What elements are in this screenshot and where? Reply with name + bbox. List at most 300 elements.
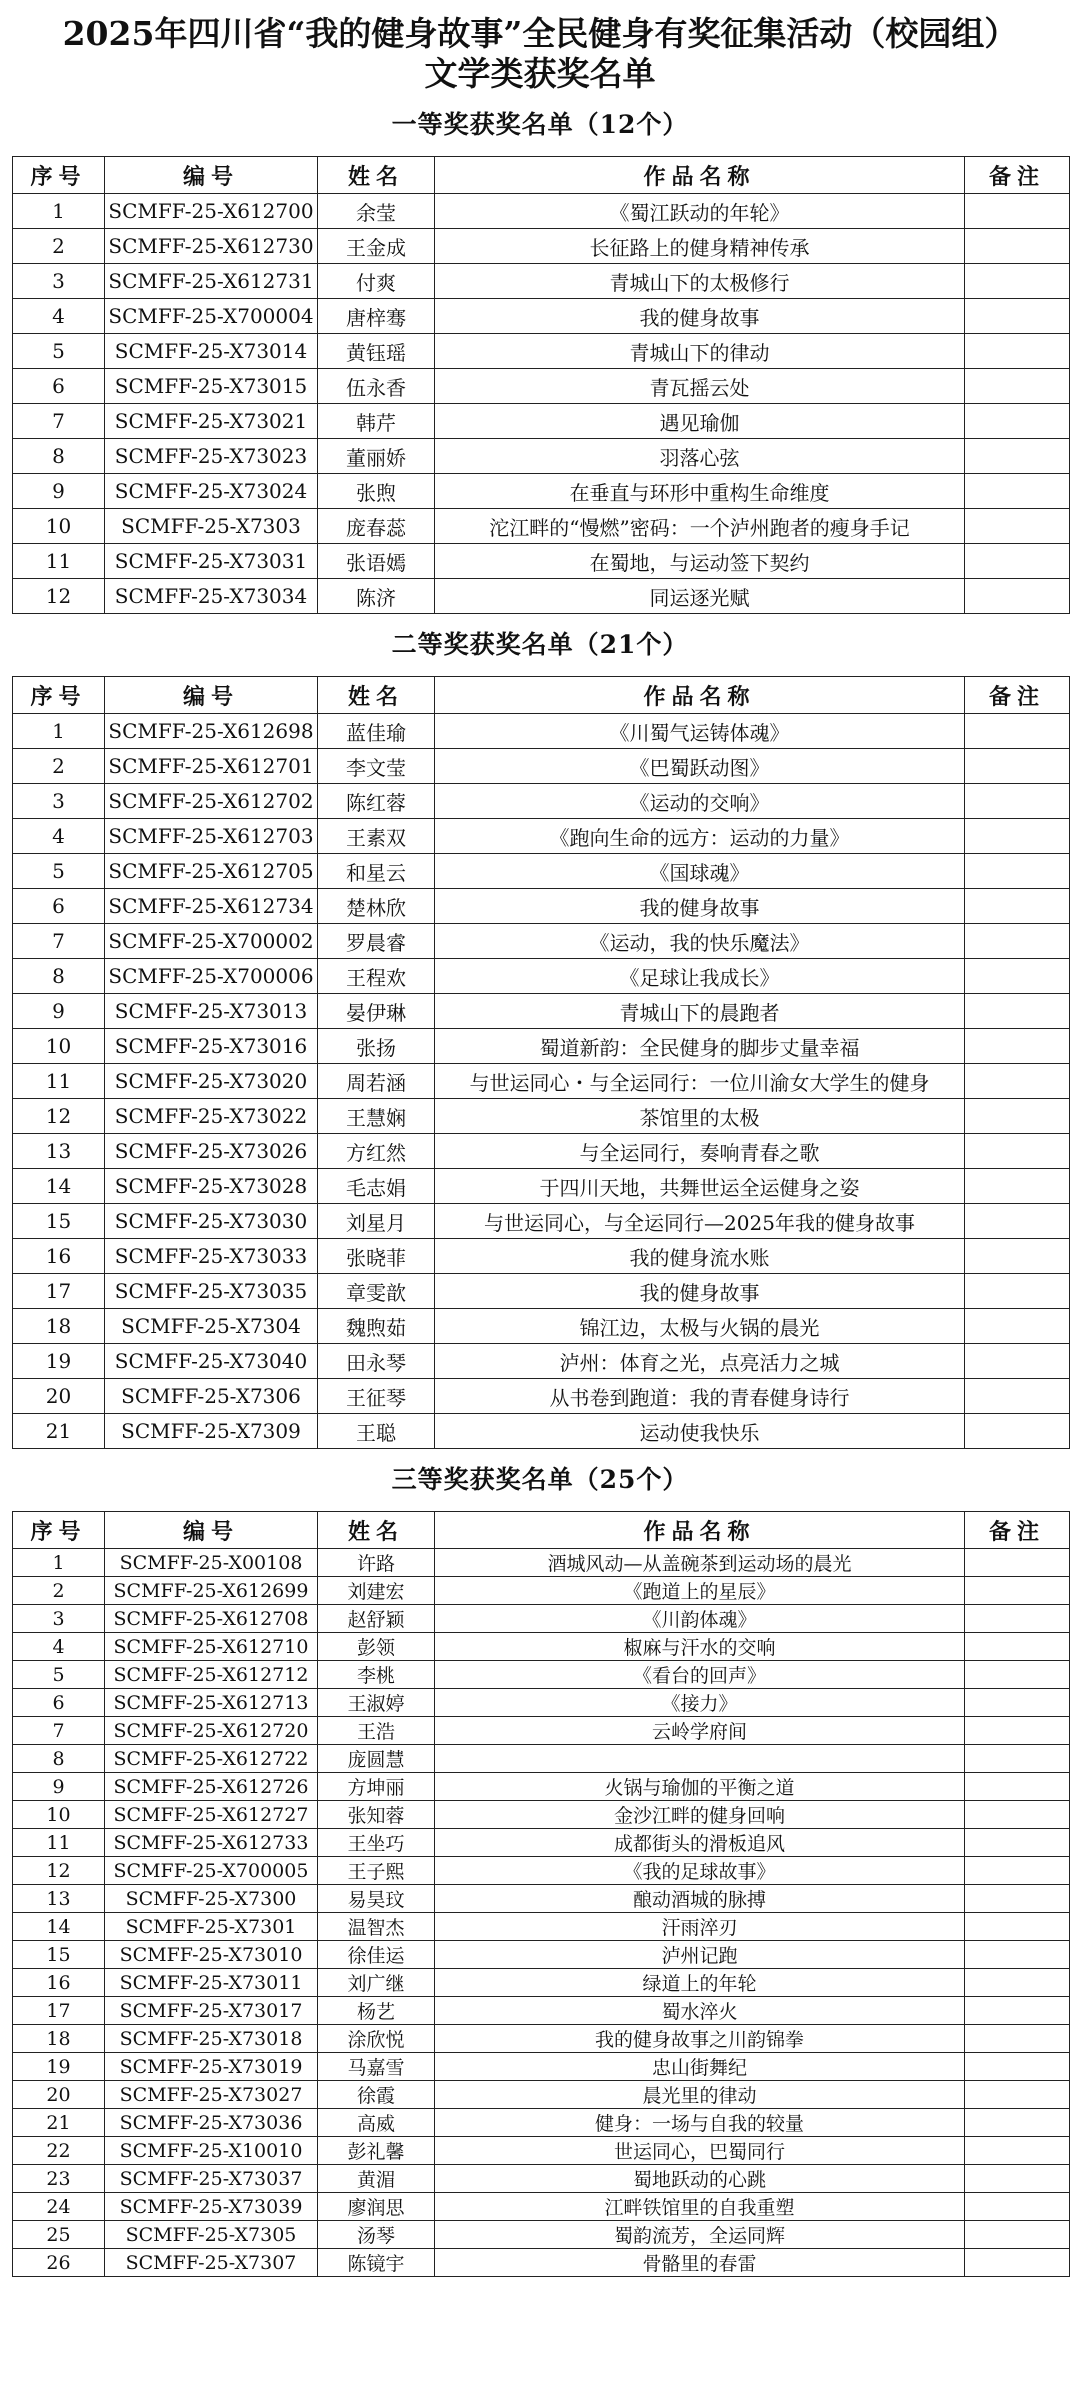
table-row — [13, 1064, 1070, 1099]
cell-index: 18 — [13, 2025, 105, 2053]
table-row — [13, 2249, 1070, 2277]
cell-remark — [965, 544, 1070, 579]
cell-work-title: 我的健身故事 — [435, 1274, 965, 1309]
table-row — [13, 2081, 1070, 2109]
cell-code: SCMFF-25-X73014 — [105, 334, 318, 369]
cell-code: SCMFF-25-X00108 — [105, 1549, 318, 1577]
cell-work-title — [435, 1745, 965, 1773]
cell-code: SCMFF-25-X700006 — [105, 959, 318, 994]
cell-index: 5 — [13, 854, 105, 889]
cell-name: 余莹 — [318, 194, 435, 229]
cell-name: 晏伊琳 — [318, 994, 435, 1029]
cell-code: SCMFF-25-X73040 — [105, 1344, 318, 1379]
cell-code: SCMFF-25-X7304 — [105, 1309, 318, 1344]
table-row — [13, 2165, 1070, 2193]
table-row — [13, 369, 1070, 404]
cell-index: 15 — [13, 1204, 105, 1239]
cell-code: SCMFF-25-X612698 — [105, 714, 318, 749]
cell-work-title: 椒麻与汗水的交响 — [435, 1633, 965, 1661]
cell-work-title: 羽落心弦 — [435, 439, 965, 474]
table-row — [13, 714, 1070, 749]
cell-index: 19 — [13, 1344, 105, 1379]
cell-remark — [965, 2165, 1070, 2193]
cell-name: 王素双 — [318, 819, 435, 854]
cell-work-title: 泸州记跑 — [435, 1941, 965, 1969]
cell-remark — [965, 229, 1070, 264]
table-row — [13, 1661, 1070, 1689]
cell-code: SCMFF-25-X700002 — [105, 924, 318, 959]
cell-work-title: 《国球魂》 — [435, 854, 965, 889]
cell-index: 4 — [13, 819, 105, 854]
cell-code: SCMFF-25-X612702 — [105, 784, 318, 819]
table-row — [13, 1414, 1070, 1449]
table-row — [13, 1549, 1070, 1577]
header-work-title: 作品名称 — [435, 1512, 965, 1549]
cell-remark — [965, 1969, 1070, 1997]
cell-code: SCMFF-25-X7309 — [105, 1414, 318, 1449]
cell-index: 18 — [13, 1309, 105, 1344]
cell-remark — [965, 749, 1070, 784]
cell-name: 章雯歆 — [318, 1274, 435, 1309]
cell-remark — [965, 334, 1070, 369]
cell-remark — [965, 439, 1070, 474]
cell-name: 张晓菲 — [318, 1239, 435, 1274]
table-row — [13, 1969, 1070, 1997]
cell-remark — [965, 1134, 1070, 1169]
cell-remark — [965, 889, 1070, 924]
table-row — [13, 889, 1070, 924]
cell-code: SCMFF-25-X73039 — [105, 2193, 318, 2221]
cell-name: 刘星月 — [318, 1204, 435, 1239]
cell-code: SCMFF-25-X73020 — [105, 1064, 318, 1099]
cell-index: 6 — [13, 1689, 105, 1717]
cell-name: 毛志娟 — [318, 1169, 435, 1204]
cell-code: SCMFF-25-X612708 — [105, 1605, 318, 1633]
cell-work-title: 遇见瑜伽 — [435, 404, 965, 439]
cell-code: SCMFF-25-X73024 — [105, 474, 318, 509]
cell-name: 徐佳运 — [318, 1941, 435, 1969]
cell-work-title: 骨骼里的春雷 — [435, 2249, 965, 2277]
cell-name: 楚林欣 — [318, 889, 435, 924]
document-title: 2025年四川省“我的健身故事”全民健身有奖征集活动（校园组） — [62, 14, 1018, 53]
cell-work-title: 蜀韵流芳，全运同辉 — [435, 2221, 965, 2249]
header-remark: 备注 — [965, 157, 1070, 194]
table-row — [13, 1997, 1070, 2025]
cell-remark — [965, 994, 1070, 1029]
cell-code: SCMFF-25-X73028 — [105, 1169, 318, 1204]
table-row — [13, 1169, 1070, 1204]
cell-index: 10 — [13, 509, 105, 544]
table-row — [13, 1773, 1070, 1801]
cell-work-title: 世运同心，巴蜀同行 — [435, 2137, 965, 2165]
cell-index: 16 — [13, 1969, 105, 1997]
cell-work-title: 青城山下的晨跑者 — [435, 994, 965, 1029]
cell-index: 9 — [13, 1773, 105, 1801]
header-code: 编号 — [105, 1512, 318, 1549]
cell-code: SCMFF-25-X7305 — [105, 2221, 318, 2249]
cell-name: 高威 — [318, 2109, 435, 2137]
cell-remark — [965, 1745, 1070, 1773]
cell-remark — [965, 194, 1070, 229]
table-row — [13, 1204, 1070, 1239]
cell-work-title: 《足球让我成长》 — [435, 959, 965, 994]
cell-code: SCMFF-25-X612705 — [105, 854, 318, 889]
cell-index: 11 — [13, 1829, 105, 1857]
table-row — [13, 2193, 1070, 2221]
table-row — [13, 2109, 1070, 2137]
header-index: 序号 — [13, 677, 105, 714]
cell-code: SCMFF-25-X73019 — [105, 2053, 318, 2081]
cell-code: SCMFF-25-X612700 — [105, 194, 318, 229]
cell-code: SCMFF-25-X73035 — [105, 1274, 318, 1309]
cell-remark — [965, 1274, 1070, 1309]
table-row — [13, 1379, 1070, 1414]
cell-remark — [965, 2081, 1070, 2109]
cell-work-title: 蜀水淬火 — [435, 1997, 965, 2025]
cell-index: 8 — [13, 439, 105, 474]
cell-name: 张知蓉 — [318, 1801, 435, 1829]
cell-work-title: 蜀道新韵：全民健身的脚步丈量幸福 — [435, 1029, 965, 1064]
header-work-title: 作品名称 — [435, 677, 965, 714]
table-row — [13, 299, 1070, 334]
cell-work-title: 我的健身故事 — [435, 299, 965, 334]
cell-remark — [965, 299, 1070, 334]
cell-name: 王聪 — [318, 1414, 435, 1449]
cell-name: 庞春蕊 — [318, 509, 435, 544]
cell-code: SCMFF-25-X7306 — [105, 1379, 318, 1414]
cell-remark — [965, 509, 1070, 544]
cell-remark — [965, 1661, 1070, 1689]
cell-name: 唐梓骞 — [318, 299, 435, 334]
cell-name: 马嘉雪 — [318, 2053, 435, 2081]
cell-code: SCMFF-25-X73013 — [105, 994, 318, 1029]
cell-work-title: 《跑道上的星辰》 — [435, 1577, 965, 1605]
cell-work-title: 健身：一场与自我的较量 — [435, 2109, 965, 2137]
table-row — [13, 1134, 1070, 1169]
cell-index: 24 — [13, 2193, 105, 2221]
header-index: 序号 — [13, 1512, 105, 1549]
cell-work-title: 与全运同行，奏响青春之歌 — [435, 1134, 965, 1169]
cell-remark — [965, 1239, 1070, 1274]
table-row — [13, 1099, 1070, 1134]
cell-name: 王慧娴 — [318, 1099, 435, 1134]
cell-work-title: 忠山街舞纪 — [435, 2053, 965, 2081]
table-row — [13, 194, 1070, 229]
cell-index: 17 — [13, 1997, 105, 2025]
table-row — [13, 579, 1070, 614]
section-title: 二等奖获奖名单（21个） — [391, 630, 689, 659]
table-row — [13, 544, 1070, 579]
table-row — [13, 854, 1070, 889]
cell-work-title: 江畔铁馆里的自我重塑 — [435, 2193, 965, 2221]
cell-code: SCMFF-25-X73037 — [105, 2165, 318, 2193]
cell-name: 彭领 — [318, 1633, 435, 1661]
cell-name: 董丽娇 — [318, 439, 435, 474]
cell-index: 2 — [13, 1577, 105, 1605]
table-row — [13, 439, 1070, 474]
table-row — [13, 334, 1070, 369]
cell-work-title: 与世运同心・与全运同行：一位川渝女大学生的健身 — [435, 1064, 965, 1099]
table-row — [13, 819, 1070, 854]
cell-name: 王征琴 — [318, 1379, 435, 1414]
cell-code: SCMFF-25-X73034 — [105, 579, 318, 614]
cell-index: 2 — [13, 749, 105, 784]
cell-name: 彭礼馨 — [318, 2137, 435, 2165]
cell-work-title: 我的健身故事之川韵锦拳 — [435, 2025, 965, 2053]
cell-work-title: 在蜀地，与运动签下契约 — [435, 544, 965, 579]
award-table — [12, 156, 1070, 614]
cell-remark — [965, 1549, 1070, 1577]
cell-remark — [965, 2109, 1070, 2137]
table-row — [13, 749, 1070, 784]
cell-remark — [965, 579, 1070, 614]
cell-work-title: 蜀地跃动的心跳 — [435, 2165, 965, 2193]
cell-name: 陈济 — [318, 579, 435, 614]
document-subtitle: 文学类获奖名单 — [424, 54, 656, 93]
cell-name: 方坤丽 — [318, 1773, 435, 1801]
cell-index: 8 — [13, 1745, 105, 1773]
cell-work-title: 茶馆里的太极 — [435, 1099, 965, 1134]
cell-remark — [965, 264, 1070, 299]
cell-name: 韩芹 — [318, 404, 435, 439]
cell-index: 15 — [13, 1941, 105, 1969]
cell-index: 20 — [13, 1379, 105, 1414]
cell-code: SCMFF-25-X73017 — [105, 1997, 318, 2025]
cell-remark — [965, 1689, 1070, 1717]
cell-name: 黄钰瑶 — [318, 334, 435, 369]
cell-name: 王子熙 — [318, 1857, 435, 1885]
cell-code: SCMFF-25-X7300 — [105, 1885, 318, 1913]
table-row — [13, 474, 1070, 509]
cell-remark — [965, 1885, 1070, 1913]
cell-code: SCMFF-25-X612733 — [105, 1829, 318, 1857]
cell-code: SCMFF-25-X612730 — [105, 229, 318, 264]
cell-code: SCMFF-25-X73016 — [105, 1029, 318, 1064]
award-table — [12, 1511, 1070, 2277]
cell-index: 7 — [13, 404, 105, 439]
cell-remark — [965, 2193, 1070, 2221]
cell-code: SCMFF-25-X612703 — [105, 819, 318, 854]
cell-work-title: 《运动，我的快乐魔法》 — [435, 924, 965, 959]
table-row — [13, 509, 1070, 544]
table-row — [13, 1577, 1070, 1605]
cell-code: SCMFF-25-X73018 — [105, 2025, 318, 2053]
cell-work-title: 运动使我快乐 — [435, 1414, 965, 1449]
table-row — [13, 1717, 1070, 1745]
cell-work-title: 酒城风动—从盖碗茶到运动场的晨光 — [435, 1549, 965, 1577]
header-remark: 备注 — [965, 1512, 1070, 1549]
cell-remark — [965, 1169, 1070, 1204]
cell-remark — [965, 404, 1070, 439]
cell-index: 1 — [13, 194, 105, 229]
cell-index: 2 — [13, 229, 105, 264]
cell-name: 魏煦茹 — [318, 1309, 435, 1344]
header-name: 姓名 — [318, 1512, 435, 1549]
cell-code: SCMFF-25-X73022 — [105, 1099, 318, 1134]
cell-index: 9 — [13, 994, 105, 1029]
table-row — [13, 1309, 1070, 1344]
cell-work-title: 我的健身故事 — [435, 889, 965, 924]
cell-name: 张语嫣 — [318, 544, 435, 579]
cell-index: 7 — [13, 1717, 105, 1745]
cell-name: 王浩 — [318, 1717, 435, 1745]
cell-index: 6 — [13, 889, 105, 924]
cell-index: 5 — [13, 334, 105, 369]
cell-remark — [965, 1099, 1070, 1134]
cell-name: 周若涵 — [318, 1064, 435, 1099]
cell-index: 1 — [13, 714, 105, 749]
cell-work-title: 《跑向生命的远方：运动的力量》 — [435, 819, 965, 854]
cell-index: 26 — [13, 2249, 105, 2277]
cell-code: SCMFF-25-X612701 — [105, 749, 318, 784]
cell-remark — [965, 1064, 1070, 1099]
cell-work-title: 汗雨淬刃 — [435, 1913, 965, 1941]
cell-work-title: 与世运同心，与全运同行—2025年我的健身故事 — [435, 1204, 965, 1239]
cell-code: SCMFF-25-X10010 — [105, 2137, 318, 2165]
cell-work-title: 绿道上的年轮 — [435, 1969, 965, 1997]
cell-code: SCMFF-25-X612712 — [105, 1661, 318, 1689]
cell-name: 徐霞 — [318, 2081, 435, 2109]
cell-work-title: 《蜀江跃动的年轮》 — [435, 194, 965, 229]
cell-code: SCMFF-25-X73027 — [105, 2081, 318, 2109]
table-row — [13, 1801, 1070, 1829]
table-header-row — [13, 1512, 1070, 1549]
cell-remark — [965, 1997, 1070, 2025]
cell-code: SCMFF-25-X73026 — [105, 1134, 318, 1169]
cell-index: 12 — [13, 579, 105, 614]
cell-index: 4 — [13, 299, 105, 334]
cell-name: 陈镜宇 — [318, 2249, 435, 2277]
cell-remark — [965, 959, 1070, 994]
cell-name: 王坐巧 — [318, 1829, 435, 1857]
header-remark: 备注 — [965, 677, 1070, 714]
cell-index: 14 — [13, 1169, 105, 1204]
cell-work-title: 成都街头的滑板追风 — [435, 1829, 965, 1857]
table-row — [13, 1829, 1070, 1857]
cell-remark — [965, 1414, 1070, 1449]
cell-index: 7 — [13, 924, 105, 959]
cell-code: SCMFF-25-X7307 — [105, 2249, 318, 2277]
cell-index: 11 — [13, 1064, 105, 1099]
cell-index: 14 — [13, 1913, 105, 1941]
cell-index: 16 — [13, 1239, 105, 1274]
header-code: 编号 — [105, 157, 318, 194]
cell-remark — [965, 1344, 1070, 1379]
header-name: 姓名 — [318, 677, 435, 714]
cell-remark — [965, 714, 1070, 749]
cell-remark — [965, 369, 1070, 404]
table-row — [13, 2137, 1070, 2165]
table-row — [13, 1941, 1070, 1969]
cell-remark — [965, 474, 1070, 509]
cell-name: 罗晨睿 — [318, 924, 435, 959]
cell-index: 9 — [13, 474, 105, 509]
cell-work-title: 泸州：体育之光，点亮活力之城 — [435, 1344, 965, 1379]
cell-name: 汤琴 — [318, 2221, 435, 2249]
table-row — [13, 994, 1070, 1029]
cell-name: 廖润思 — [318, 2193, 435, 2221]
cell-index: 11 — [13, 544, 105, 579]
table-row — [13, 264, 1070, 299]
cell-name: 温智杰 — [318, 1913, 435, 1941]
table-row — [13, 2221, 1070, 2249]
cell-name: 蓝佳瑜 — [318, 714, 435, 749]
cell-name: 和星云 — [318, 854, 435, 889]
cell-code: SCMFF-25-X612722 — [105, 1745, 318, 1773]
cell-remark — [965, 854, 1070, 889]
cell-code: SCMFF-25-X73011 — [105, 1969, 318, 1997]
cell-index: 23 — [13, 2165, 105, 2193]
table-row — [13, 1274, 1070, 1309]
cell-name: 易昊玟 — [318, 1885, 435, 1913]
cell-name: 伍永香 — [318, 369, 435, 404]
cell-remark — [965, 2137, 1070, 2165]
cell-code: SCMFF-25-X73036 — [105, 2109, 318, 2137]
cell-work-title: 从书卷到跑道：我的青春健身诗行 — [435, 1379, 965, 1414]
cell-work-title: 《接力》 — [435, 1689, 965, 1717]
cell-name: 田永琴 — [318, 1344, 435, 1379]
table-row — [13, 229, 1070, 264]
cell-remark — [965, 2025, 1070, 2053]
table-row — [13, 1913, 1070, 1941]
cell-remark — [965, 1773, 1070, 1801]
table-row — [13, 924, 1070, 959]
section-title: 三等奖获奖名单（25个） — [391, 1465, 689, 1494]
cell-code: SCMFF-25-X73015 — [105, 369, 318, 404]
table-row — [13, 1344, 1070, 1379]
cell-index: 25 — [13, 2221, 105, 2249]
cell-work-title: 《川韵体魂》 — [435, 1605, 965, 1633]
cell-index: 12 — [13, 1099, 105, 1134]
header-name: 姓名 — [318, 157, 435, 194]
cell-remark — [965, 1633, 1070, 1661]
cell-name: 王程欢 — [318, 959, 435, 994]
cell-work-title: 青城山下的律动 — [435, 334, 965, 369]
award-sections — [0, 94, 1080, 2277]
award-table — [12, 676, 1070, 1449]
cell-index: 10 — [13, 1801, 105, 1829]
table-row — [13, 959, 1070, 994]
cell-work-title: 《巴蜀跃动图》 — [435, 749, 965, 784]
cell-work-title: 在垂直与环形中重构生命维度 — [435, 474, 965, 509]
table-row — [13, 1239, 1070, 1274]
cell-name: 李文莹 — [318, 749, 435, 784]
cell-work-title: 《川蜀气运铸体魂》 — [435, 714, 965, 749]
cell-name: 庞圆慧 — [318, 1745, 435, 1773]
cell-code: SCMFF-25-X73010 — [105, 1941, 318, 1969]
cell-name: 黄湄 — [318, 2165, 435, 2193]
cell-code: SCMFF-25-X612727 — [105, 1801, 318, 1829]
cell-index: 19 — [13, 2053, 105, 2081]
cell-index: 4 — [13, 1633, 105, 1661]
cell-work-title: 青瓦摇云处 — [435, 369, 965, 404]
cell-remark — [965, 2221, 1070, 2249]
cell-name: 王淑婷 — [318, 1689, 435, 1717]
cell-work-title: 同运逐光赋 — [435, 579, 965, 614]
cell-remark — [965, 2249, 1070, 2277]
table-header-row — [13, 677, 1070, 714]
cell-name: 许路 — [318, 1549, 435, 1577]
cell-remark — [965, 1379, 1070, 1414]
table-row — [13, 1689, 1070, 1717]
cell-name: 李桃 — [318, 1661, 435, 1689]
cell-remark — [965, 1913, 1070, 1941]
cell-work-title: 火锅与瑜伽的平衡之道 — [435, 1773, 965, 1801]
cell-work-title: 《运动的交响》 — [435, 784, 965, 819]
table-row — [13, 1633, 1070, 1661]
cell-index: 5 — [13, 1661, 105, 1689]
cell-name: 赵舒颖 — [318, 1605, 435, 1633]
